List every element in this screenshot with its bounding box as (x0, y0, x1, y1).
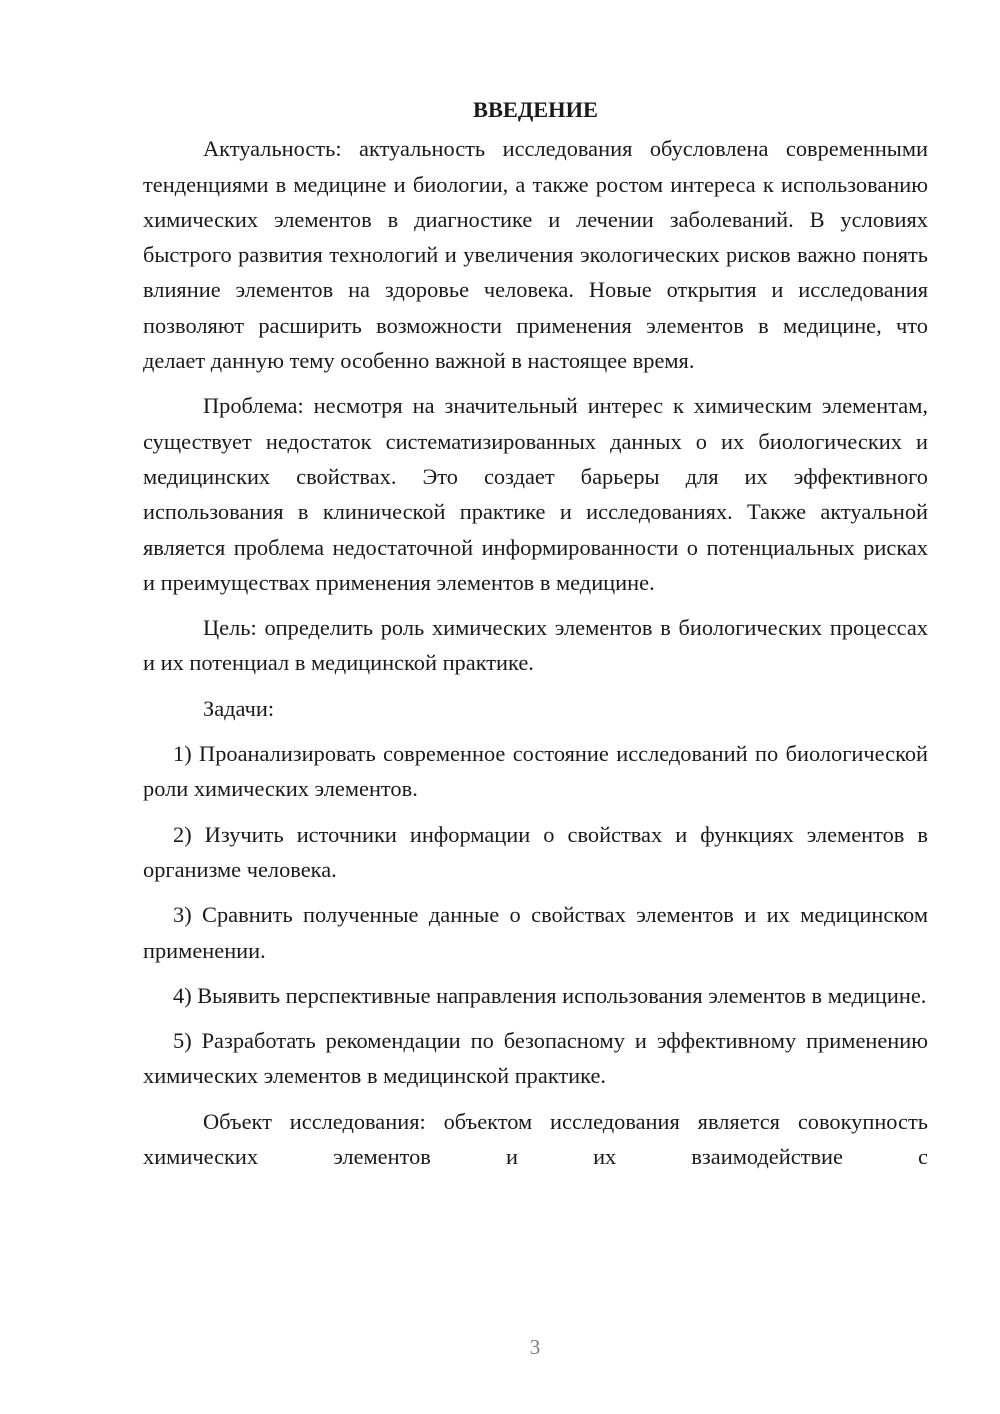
task-item-4: 4) Выявить перспективные направления использования элементов в медицине. (173, 982, 927, 1008)
task-item-1: 1) Проанализировать современное состояние исследований по биологической роли химических элементов. (143, 741, 928, 802)
page-title: ВВЕДЕНИЕ (473, 97, 598, 122)
task-item-2: 2) Изучить источники информации о свойствах и функциях элементов в организме человека. (143, 821, 928, 882)
tasks-heading: Задачи: (203, 695, 275, 721)
paragraph-problem: Проблема: несмотря на значительный интерес к химическим элементам, существует недостаток систематизированных данных о их биологических и медицинских свойствах. Это создает барьеры для их эффективного использования в клинической практике и исследованиях. Также актуальной является проблема недостаточной информированности о потенциальных рисках и преимуществах применения элементов в медицине. (143, 393, 928, 595)
page-content (143, 92, 928, 1174)
task-item-3: 3) Сравнить полученные данные о свойствах элементов и их медицинском применении. (143, 902, 928, 963)
page-number: 3 (529, 1335, 541, 1359)
paragraph-goal: Цель: определить роль химических элементов в биологических процессах и их потенциал в медицинской практике. (143, 615, 928, 676)
paragraph-object: Объект исследования: объектом исследования является совокупность химических элементов и их взаимодействие с (143, 1108, 928, 1170)
paragraph-relevance: Актуальность: актуальность исследования обусловлена современными тенденциями в медицине и биологии, а также ростом интереса к использованию химических элементов в диагностике и лечении заболеваний. В условиях быстрого развития технологий и увеличения экологических рисков важно понять влияние элементов на здоровье человека. Новые открытия и исследования позволяют расширить возможности применения элементов в медицине, что делает данную тему особенно важной в настоящее время. (143, 136, 928, 374)
task-item-5: 5) Разработать рекомендации по безопасному и эффективному применению химических элементов в медицинской практике. (143, 1028, 928, 1089)
